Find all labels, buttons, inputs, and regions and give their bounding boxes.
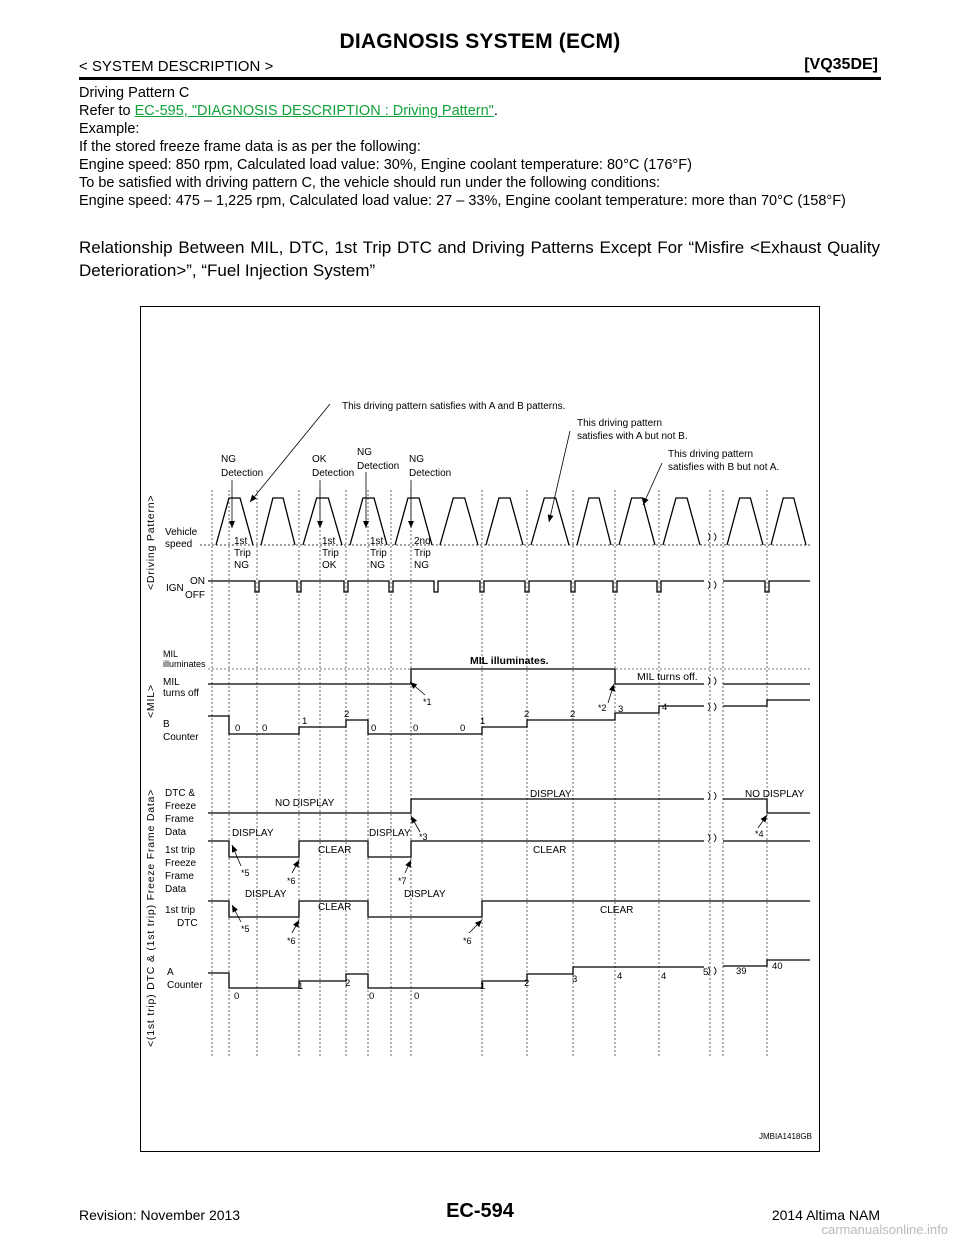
a-counter-value-4: 0 [414, 991, 420, 1002]
note-5b: *5 [241, 924, 250, 934]
dtc-label-b: Freeze [165, 801, 197, 812]
note2-arrow-head [609, 684, 615, 692]
body-line-3: To be satisfied with driving pattern C, the vehicle should run under the following conditions: [79, 175, 661, 191]
b-counter-line-end [723, 700, 810, 706]
b-counter-value-1: 0 [262, 723, 268, 734]
dtc-trip-label-a: 1st trip [165, 905, 196, 916]
mil-illum-label: MIL [163, 649, 179, 659]
detection-ng-1: NG [221, 454, 236, 465]
mil-turns-off-text: MIL turns off. [637, 671, 698, 683]
note3-arrow-head [411, 816, 417, 824]
dtc1-clear-2: CLEAR [600, 905, 634, 916]
mil-illuminates-text: MIL illuminates. [470, 655, 549, 667]
note-1: *1 [423, 697, 432, 707]
break-mark-1 [708, 581, 716, 589]
watermark: carmanualsonline.info [821, 1222, 948, 1237]
note6-arrow-head [293, 860, 299, 868]
note-7: *7 [398, 876, 407, 886]
speed-trip-6 [486, 498, 523, 545]
break-mark-3 [708, 703, 716, 711]
subheading: Relationship Between MIL, DTC, 1st Trip DTC and Driving Patterns Except For “Misfire <Exhaust Quality Deterioration>”, “Fuel Injection System” [79, 238, 880, 280]
ign-label: IGN [166, 583, 184, 594]
mil-off-label: MIL [163, 677, 180, 688]
trip1-a: 1st [234, 536, 248, 547]
a-counter-line [208, 967, 704, 988]
mil-illum-label-b: illuminates [163, 659, 206, 669]
b-counter-value-11: 4 [662, 702, 668, 713]
example-label: Example: [79, 121, 140, 137]
detect-3-arrow-head [408, 521, 414, 528]
detection-ng-2: NG [357, 447, 372, 458]
dtc1-display-2: DISPLAY [404, 889, 446, 900]
ff-display-2: DISPLAY [369, 828, 411, 839]
dtc-trip-label-b: DTC [177, 918, 198, 929]
body-line-4: Engine speed: 475 – 1,225 rpm, Calculated load value: 27 – 33%, Engine coolant temperature: more than 70°C (158°F) [79, 193, 846, 209]
body-line-2: Engine speed: 850 rpm, Calculated load value: 30%, Engine coolant temperature: 80°C (176°F) [79, 157, 692, 173]
detect-ok-arrow-head [317, 521, 323, 528]
a-counter-value-10: 5 [703, 967, 709, 978]
refer-prefix: Refer to [79, 103, 135, 119]
speed-trip-11 [727, 498, 763, 545]
a-counter-label: A [167, 967, 174, 978]
note-6b: *6 [287, 936, 296, 946]
dtc-no-display-2: NO DISPLAY [745, 789, 805, 800]
dtc-display: DISPLAY [530, 789, 572, 800]
dtc1-display: DISPLAY [245, 889, 287, 900]
a-counter-label-b: Counter [167, 980, 203, 991]
trip1-c: NG [234, 560, 249, 571]
ff-label-c: Frame [165, 871, 194, 882]
mil-off-label-b: turns off [163, 688, 199, 699]
trip1-b: Trip [234, 548, 251, 559]
ign-line [208, 581, 704, 592]
speed-trip-12 [771, 498, 806, 545]
trip3-c: NG [370, 560, 385, 571]
vehicle-speed-label: Vehicle [165, 527, 198, 538]
ff-label-a: 1st trip [165, 845, 196, 856]
page-number: EC-594 [446, 1200, 514, 1222]
break-mark-6 [708, 967, 716, 975]
detection-ok-b: Detection [312, 468, 355, 479]
vehicle-speed-label-b: speed [165, 539, 193, 550]
b-counter-value-5: 0 [413, 723, 419, 734]
ff-label-b: Freeze [165, 858, 197, 869]
ff-label-d: Data [165, 884, 187, 895]
speed-trip-5 [440, 498, 478, 545]
callout-a-arrow-head [548, 515, 554, 522]
trip4-b: Trip [414, 548, 431, 559]
a-counter-value-0: 0 [234, 991, 240, 1002]
b-counter-label: B [163, 719, 170, 730]
a-counter-value-12: 40 [772, 961, 783, 972]
refer-suffix: . [493, 103, 498, 119]
fftrip-line [208, 841, 704, 857]
speed-trip-1 [261, 498, 295, 545]
trip2-a: 1st [322, 536, 336, 547]
note4-arrow-head [761, 815, 767, 822]
body-line-1: If the stored freeze frame data is as per the following: [79, 139, 421, 155]
detection-ng-3: NG [409, 454, 424, 465]
note-6c: *6 [463, 936, 472, 946]
a-counter-value-11: 39 [736, 966, 747, 977]
speed-trip-9 [619, 498, 655, 545]
speed-trip-8 [577, 498, 611, 545]
model-text: 2014 Altima NAM [771, 1207, 880, 1223]
group-dtc: <(1st trip) DTC & (1st trip) Freeze Frame Data> [145, 788, 157, 1047]
a-counter-value-7: 3 [572, 974, 578, 985]
break-mark-2 [708, 677, 716, 685]
b-counter-line [208, 706, 704, 734]
trip2-b: Trip [322, 548, 339, 559]
section-label: < SYSTEM DESCRIPTION > [79, 58, 274, 75]
speed-trip-7 [531, 498, 569, 545]
mil-line [208, 669, 704, 684]
group-mil: <MIL> [145, 684, 157, 718]
figure-code: JMBIA1418GB [759, 1132, 812, 1141]
a-counter-value-9: 4 [661, 971, 667, 982]
refer-link[interactable]: EC-595, "DIAGNOSIS DESCRIPTION : Driving Pattern" [134, 103, 494, 119]
detection-ok: OK [312, 454, 327, 465]
callout-a-line1: This driving pattern [577, 418, 663, 429]
note-6: *6 [287, 876, 296, 886]
b-counter-value-4: 0 [371, 723, 377, 734]
note-3: *3 [419, 832, 428, 842]
ff-clear: CLEAR [318, 845, 352, 856]
note-5: *5 [241, 868, 250, 878]
a-counter-value-3: 0 [369, 991, 375, 1002]
dtc-line-end [723, 799, 810, 813]
break-mark-4 [708, 792, 716, 800]
note-2: *2 [598, 703, 607, 713]
detection-ng-2-b: Detection [357, 461, 400, 472]
break-mark-5 [708, 834, 716, 842]
ign-on-label: ON [190, 576, 205, 587]
b-counter-label-b: Counter [163, 732, 199, 743]
detect-1-arrow-head [229, 521, 235, 528]
engine-code: [VQ35DE] [804, 56, 878, 73]
dtc-label-a: DTC & [165, 788, 195, 799]
page-title: DIAGNOSIS SYSTEM (ECM) [339, 30, 621, 53]
break-mark-0 [708, 533, 716, 541]
speed-trip-10 [663, 498, 700, 545]
ign-off-label: OFF [185, 590, 205, 601]
group-driving-pattern: <Driving Pattern> [145, 494, 157, 590]
b-counter-value-6: 0 [460, 723, 466, 734]
note6b-arrow-head [293, 920, 299, 928]
note-4: *4 [755, 829, 764, 839]
callout-b-line1: This driving pattern [668, 449, 754, 460]
callout-ab-arrow [250, 404, 330, 502]
detection-ng-3-b: Detection [409, 468, 452, 479]
a-counter-value-6: 2 [524, 978, 530, 989]
b-counter-value-7: 1 [480, 716, 486, 727]
b-counter-value-3: 2 [344, 709, 350, 720]
a-counter-value-2: 2 [345, 978, 351, 989]
dtc1-clear: CLEAR [318, 902, 352, 913]
driving-pattern-heading: Driving Pattern C [79, 85, 190, 101]
trip3-b: Trip [370, 548, 387, 559]
a-counter-value-1: 1 [298, 981, 304, 992]
dtc-label-c: Frame [165, 814, 194, 825]
callout-ab-arrow-head [250, 495, 257, 502]
detection-ng-1-b: Detection [221, 468, 264, 479]
ff-display: DISPLAY [232, 828, 274, 839]
dtc-no-display: NO DISPLAY [275, 798, 335, 809]
trip4-c: NG [414, 560, 429, 571]
trip3-a: 1st [370, 536, 384, 547]
callout-a-arrow [549, 431, 570, 522]
callout-b-line2: satisfies with B but not A. [668, 462, 780, 473]
b-counter-value-0: 0 [235, 723, 241, 734]
callout-a-line2: satisfies with A but not B. [577, 431, 688, 442]
trip2-c: OK [322, 560, 337, 571]
b-counter-value-10: 3 [618, 704, 624, 715]
b-counter-value-2: 1 [302, 716, 308, 727]
a-counter-value-5: 1 [480, 981, 486, 992]
dtc-label-d: Data [165, 827, 187, 838]
a-counter-value-8: 4 [617, 971, 623, 982]
trip4-a: 2nd [414, 536, 431, 547]
b-counter-value-9: 2 [570, 709, 576, 720]
ff-clear-2: CLEAR [533, 845, 567, 856]
revision-text: Revision: November 2013 [79, 1207, 241, 1223]
diagram-lines [200, 404, 812, 1057]
b-counter-value-8: 2 [524, 709, 530, 720]
dtctrip-line [208, 901, 810, 917]
callout-ab: This driving pattern satisfies with A and B patterns. [342, 401, 566, 412]
ign-line-end [723, 581, 810, 592]
